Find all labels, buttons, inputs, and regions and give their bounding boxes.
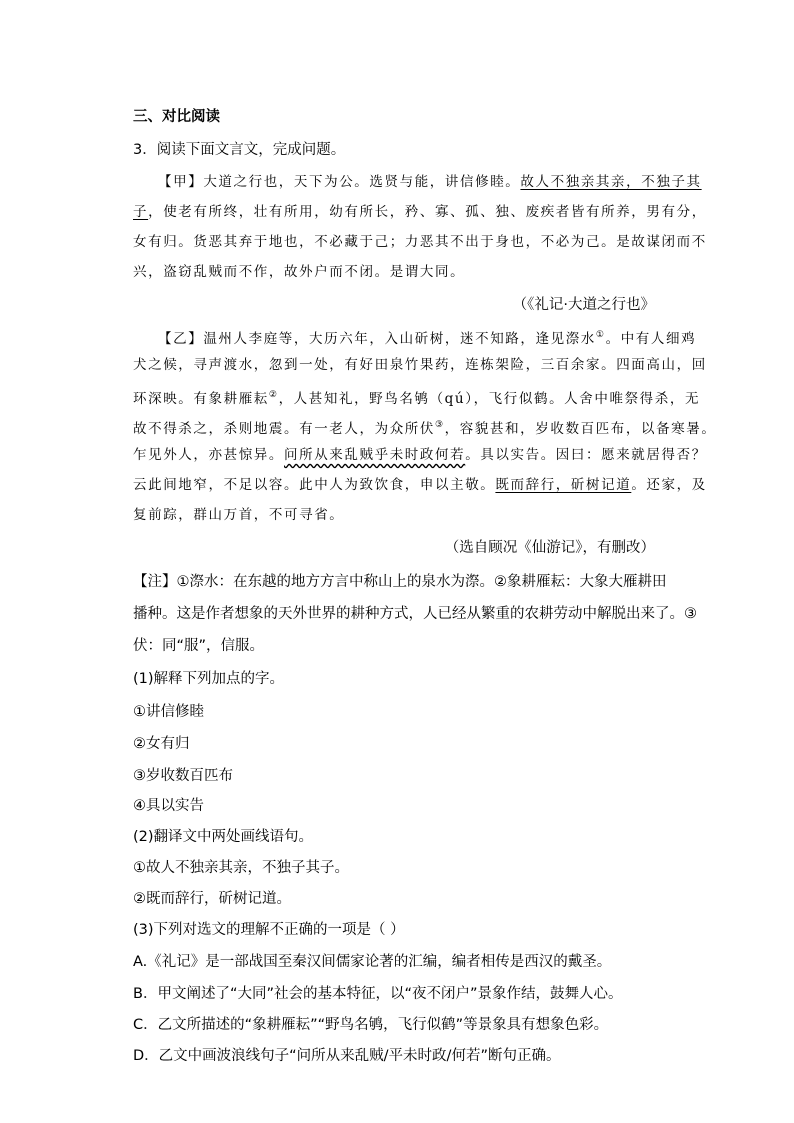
passage-jia-line-1: 【甲】大道之行也，天下为公。选贤与能，讲信修睦。故人不独亲其亲，不独子其 xyxy=(158,174,702,190)
passage-yi-source: （选自顾况《仙游记》，有删改） xyxy=(444,540,655,556)
option-a: A.《礼记》是一部战国至秦汉间儒家论著的汇编，编者相传是西汉的戴圣。 xyxy=(133,954,612,970)
passage-yi-label: 【乙】 xyxy=(158,331,204,347)
question-stem: 3．阅读下面文言文，完成问题。 xyxy=(133,142,346,158)
passage-yi-line-3: 环深映。有象耕雁耘②，人甚知礼，野鸟名鸲（qú），飞行似鹤。人舍中唯祭得杀，无 xyxy=(133,390,701,407)
underlined-sentence-1-end: 子 xyxy=(133,204,149,220)
subquestion-2-stem: (2)翻译文中两处画线语句。 xyxy=(133,829,314,845)
wavy-underlined-sentence: 问所从来乱贼乎未时政何若 xyxy=(284,447,466,463)
subquestion-1-stem: (1)解释下列加点的字。 xyxy=(133,671,285,687)
subquestion-1-item: ②女有归 xyxy=(133,736,190,752)
passage-jia-line-4: 兴，盗窃乱贼而不作，故外户而不闭。是谓大同。 xyxy=(133,264,466,280)
subquestion-3-stem: (3)下列对选文的理解不正确的一项是（ ） xyxy=(133,922,405,938)
underlined-sentence-1: 故人不独亲其亲，不独子其 xyxy=(520,174,702,190)
passage-jia-source: （《礼记·大道之行也》 xyxy=(512,297,655,313)
passage-jia-line-3: 女有归。货恶其弃于地也，不必藏于己；力恶其不出于身也，不必为己。是故谋闭而不 xyxy=(133,234,707,250)
subquestion-2-item: ①故人不独亲其亲，不独子其子。 xyxy=(133,860,349,876)
option-d: D．乙文中画波浪线句子“问所从来乱贼/平未时政/何若”断句正确。 xyxy=(133,1048,561,1064)
notes-line-2: 播种。这是作者想象的天外世界的耕种方式，人已经从繁重的农耕劳动中解脱出来了。③ xyxy=(133,606,697,622)
notes-line-1: 【注】①漈水：在东越的地方方言中称山上的泉水为漈。②象耕雁耘：大象大雁耕田 xyxy=(133,574,667,590)
notes-line-3: 伏：同“服”，信服。 xyxy=(133,638,265,654)
subquestion-2-item: ②既而辞行，斫树记道。 xyxy=(133,891,291,907)
note-marker-3: ③ xyxy=(435,420,445,430)
passage-jia-line-2: 子，使老有所终，壮有所用，幼有所长，矜、寡、孤、独、废疾者皆有所养，男有分， xyxy=(133,204,707,220)
passage-yi-line-1: 【乙】温州人李庭等，大历六年，入山斫树，迷不知路，逢见漈水①。中有人细鸡 xyxy=(158,330,697,347)
passage-jia-label: 【甲】 xyxy=(158,174,204,190)
passage-yi-line-5: 乍见外人，亦甚惊异。问所从来乱贼乎未时政何若。具以实告。因曰：愿来就居得否？ xyxy=(133,447,707,463)
passage-yi-line-4: 故不得杀之，杀则地震。有一老人，为众所伏③，容貌甚和，岁收数百匹布，以备寒暑。 xyxy=(133,420,717,437)
note-marker-1: ① xyxy=(595,330,606,340)
note-marker-2: ② xyxy=(268,390,279,400)
subquestion-1-item: ③岁收数百匹布 xyxy=(133,768,233,784)
subquestion-1-item: ①讲信修睦 xyxy=(133,704,204,720)
passage-yi-line-7: 复前踪，群山万首，不可寻省。 xyxy=(133,507,345,523)
passage-yi-line-2: 犬之候，寻声渡水，忽到一处，有好田泉竹果药，连栋架险，三百余家。四面高山，回 xyxy=(133,357,707,373)
underlined-sentence-2: 既而辞行，斫树记道 xyxy=(495,477,632,493)
option-c: C．乙文所描述的“象耕雁耘”“野鸟名鸲，飞行似鹤”等景象具有想象色彩。 xyxy=(133,1017,609,1033)
section-title: 三、对比阅读 xyxy=(133,109,220,125)
option-b: B．甲文阐述了“大同”社会的基本特征，以“夜不闭户”景象作结，鼓舞人心。 xyxy=(133,986,623,1002)
subquestion-1-item: ④具以实告 xyxy=(133,798,204,814)
passage-yi-line-6: 云此间地窄，不足以容。此中人为致饮食，申以主敬。既而辞行，斫树记道。还家，及 xyxy=(133,477,707,493)
